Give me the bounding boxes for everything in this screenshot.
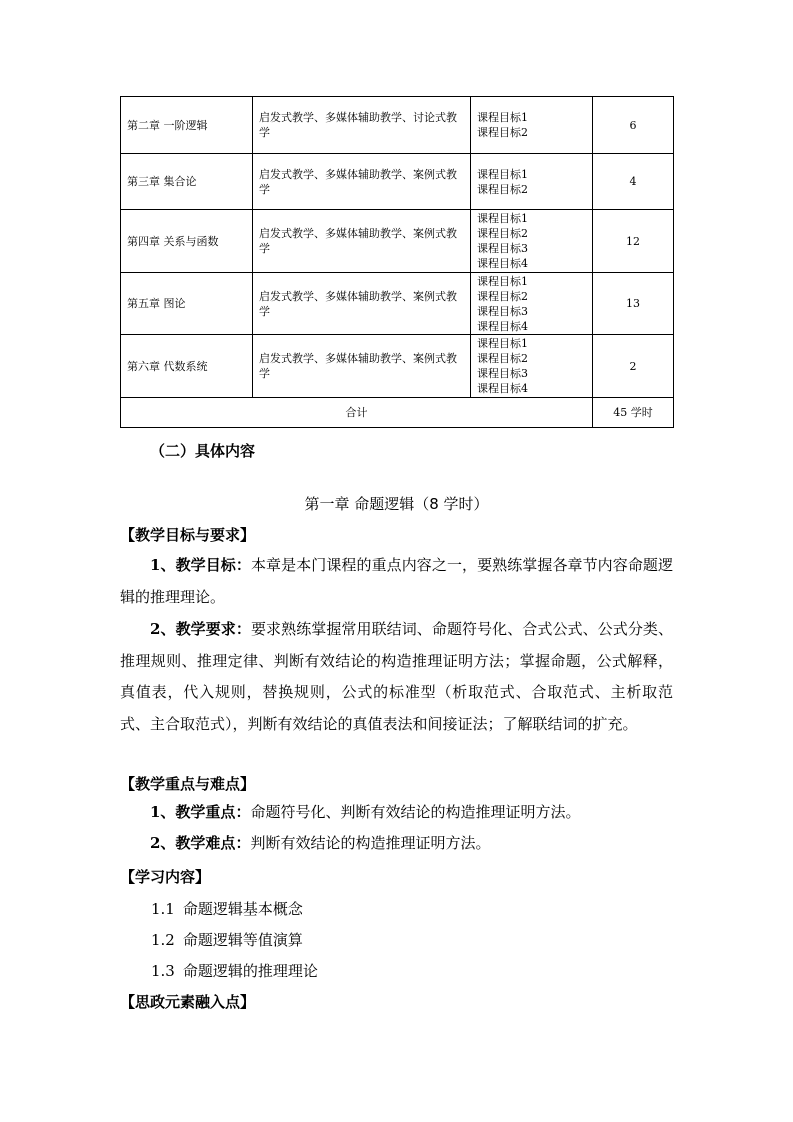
goals-heading: 【教学目标与要求】 xyxy=(120,526,256,544)
table-total-row xyxy=(121,398,674,428)
goals-cell xyxy=(471,335,593,398)
ideology-heading: 【思政元素融入点】 xyxy=(120,993,256,1011)
goal1-label: 1、教学目标： xyxy=(150,556,251,574)
goal-item: 课程目标1 xyxy=(477,167,528,181)
list-item xyxy=(151,929,303,950)
goal1-paragraph xyxy=(120,550,673,613)
goal-item: 课程目标2 xyxy=(477,182,528,196)
hours-cell: 13 xyxy=(593,273,674,335)
goal-item: 课程目标2 xyxy=(477,227,528,240)
goal-item: 课程目标3 xyxy=(477,367,528,380)
table-row xyxy=(121,210,674,273)
goal-item: 课程目标1 xyxy=(477,337,528,350)
key2-paragraph xyxy=(120,828,673,860)
methods-cell: 启发式教学、多媒体辅助教学、案例式教学 xyxy=(253,210,471,273)
chapter-cell: 第四章 关系与函数 xyxy=(121,210,253,273)
goal-item: 课程目标1 xyxy=(477,212,528,225)
hours-cell: 2 xyxy=(593,335,674,398)
total-label: 合计 xyxy=(121,398,593,428)
table-row xyxy=(121,273,674,335)
goal-item: 课程目标4 xyxy=(477,257,528,270)
goal2-paragraph xyxy=(120,614,673,740)
goal-item: 课程目标4 xyxy=(477,319,528,333)
hours-cell: 4 xyxy=(593,154,674,210)
chapter-title: 第一章 命题逻辑（8 学时） xyxy=(304,495,489,513)
chapter-cell: 第五章 图论 xyxy=(121,273,253,335)
list-item xyxy=(151,960,318,981)
chapter-cell: 第二章 一阶逻辑 xyxy=(121,97,253,154)
methods-cell: 启发式教学、多媒体辅助教学、案例式教学 xyxy=(253,335,471,398)
goal-item: 课程目标2 xyxy=(477,352,528,365)
chapter-cell: 第六章 代数系统 xyxy=(121,335,253,398)
key-heading: 【教学重点与难点】 xyxy=(120,775,256,793)
goals-cell xyxy=(471,273,593,335)
chapter-cell: 第三章 集合论 xyxy=(121,154,253,210)
goal-item: 课程目标2 xyxy=(477,289,528,303)
goal-item: 课程目标3 xyxy=(477,304,528,318)
goals-cell xyxy=(471,97,593,154)
table-row xyxy=(121,97,674,154)
goal2-label: 2、教学要求： xyxy=(150,620,251,638)
goal-item: 课程目标1 xyxy=(477,274,528,288)
key1-text: 命题符号化、判断有效结论的构造推理证明方法。 xyxy=(250,803,581,821)
item-number: 1.1 xyxy=(151,900,175,918)
key2-text: 判断有效结论的构造推理证明方法。 xyxy=(250,834,491,852)
methods-cell: 启发式教学、多媒体辅助教学、案例式教学 xyxy=(253,273,471,335)
table-row xyxy=(121,154,674,210)
chapter-hours-table xyxy=(120,96,674,428)
key1-label: 1、教学重点： xyxy=(150,803,251,821)
total-value: 45 学时 xyxy=(593,398,674,428)
hours-cell: 12 xyxy=(593,210,674,273)
goal-item: 课程目标3 xyxy=(477,242,528,255)
goal-item: 课程目标2 xyxy=(477,126,528,139)
goal1-text: 本章是本门课程的重点内容之一，要熟练掌握各章节内容命题逻辑的推理理论。 xyxy=(120,556,673,606)
methods-cell: 启发式教学、多媒体辅助教学、案例式教学 xyxy=(253,154,471,210)
table-row xyxy=(121,335,674,398)
item-number: 1.3 xyxy=(151,962,175,980)
goals-cell xyxy=(471,154,593,210)
goal-item: 课程目标4 xyxy=(477,382,528,395)
hours-cell: 6 xyxy=(593,97,674,154)
section-heading: （二）具体内容 xyxy=(150,442,256,460)
goal2-text: 要求熟练掌握常用联结词、命题符号化、合式公式、公式分类、推理规则、推理定律、判断有效结论的构造推理证明方法；掌握命题，公式解释，真值表，代入规则，替换规则，公式的标准型（析取范式、合取范式、主析取范式、主合取范式），判断有效结论的真值表法和间接证法；了解联结词的扩充。 xyxy=(120,620,673,733)
content-heading: 【学习内容】 xyxy=(120,868,211,886)
key2-label: 2、教学难点： xyxy=(150,834,251,852)
item-text: 命题逻辑等值演算 xyxy=(182,931,303,949)
item-text: 命题逻辑的推理理论 xyxy=(182,962,318,980)
goal-item: 课程目标1 xyxy=(477,111,528,124)
goals-cell xyxy=(471,210,593,273)
key1-paragraph xyxy=(120,797,673,829)
item-text: 命题逻辑基本概念 xyxy=(182,900,303,918)
item-number: 1.2 xyxy=(151,931,175,949)
methods-cell: 启发式教学、多媒体辅助教学、讨论式教学 xyxy=(253,97,471,154)
list-item xyxy=(151,898,303,919)
